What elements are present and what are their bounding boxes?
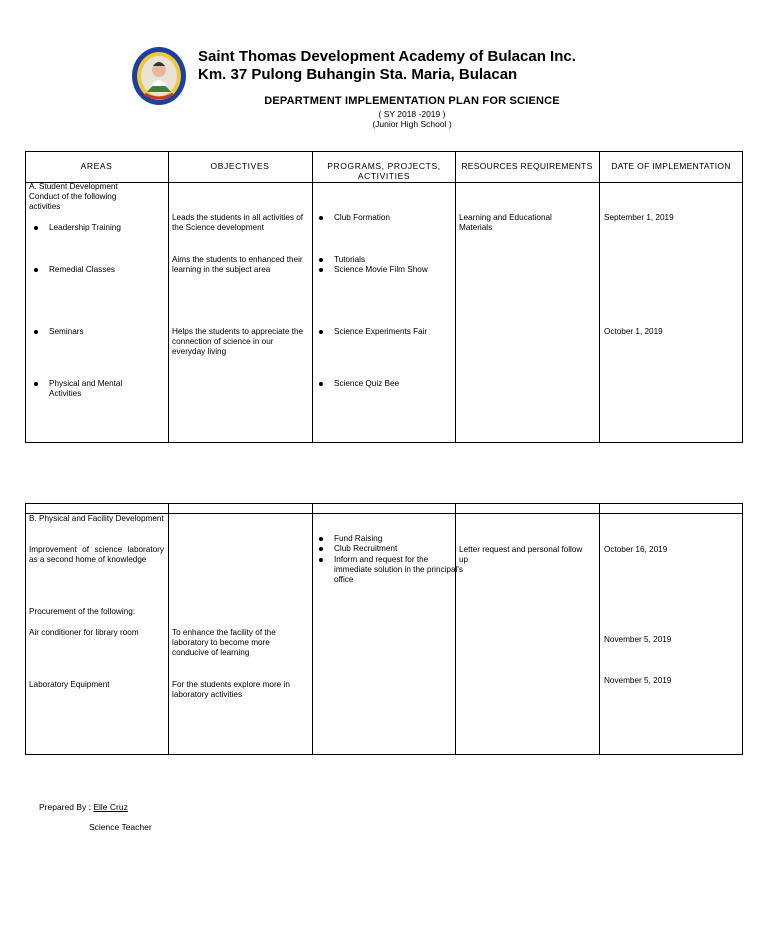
implementation-date: October 1, 2019 [604, 327, 663, 336]
header-programs: PROGRAMS, PROJECTS, ACTIVITIES [327, 161, 441, 181]
program-item: Tutorials [314, 255, 454, 265]
objective-text: Aims the students to enhanced their learning in the subject area [172, 255, 303, 275]
header-resources: RESOURCES REQUIREMENTS [461, 161, 593, 171]
school-level: (Junior High School ) [372, 119, 452, 129]
prepared-by [39, 802, 128, 812]
resource-text: Learning and Educational Materials [459, 213, 552, 233]
header-areas: AREAS [80, 161, 113, 171]
header-objectives: OBJECTIVES [210, 161, 270, 171]
section-title: B. Physical and Facility Development [29, 514, 164, 523]
program-item: Science Movie Film Show [314, 265, 454, 275]
prepared-label: Prepared By : [39, 802, 91, 812]
document-title: DEPARTMENT IMPLEMENTATION PLAN FOR SCIENCE [264, 95, 560, 107]
objective-text: Helps the students to appreciate the connection of science in our everyday living [172, 327, 304, 357]
section-title: A. Student Development [29, 182, 118, 191]
area-item: Remedial Classes [29, 265, 169, 275]
program-item: Science Quiz Bee [314, 379, 454, 389]
implementation-date: September 1, 2019 [604, 213, 674, 222]
objective-text: Leads the students in all activities of the Science development [172, 213, 304, 233]
prepared-name: Elle Cruz [93, 802, 128, 812]
school-name: Saint Thomas Development Academy of Bulacan Inc. [198, 48, 576, 65]
improvement-text: Improvement of science laboratory as a second home of knowledge [29, 545, 164, 565]
program-item: Fund Raising [314, 534, 454, 544]
school-seal-icon [131, 46, 187, 106]
resource-text: Letter request and personal follow up [459, 545, 583, 565]
objective-text: For the students explore more in laboratory activities [172, 680, 290, 700]
area-item: Physical and Mental Activities [29, 379, 149, 399]
implementation-date: November 5, 2019 [604, 676, 672, 685]
preparer-role: Science Teacher [89, 822, 152, 832]
procurement-item: Air conditioner for library room [29, 628, 139, 637]
procurement-text: Procurement of the following: [29, 607, 136, 616]
implementation-date: October 16, 2019 [604, 545, 668, 554]
program-item: Science Experiments Fair [314, 327, 454, 337]
section-intro: Conduct of the following activities [29, 192, 117, 212]
plan-table-facility-development [25, 503, 743, 755]
implementation-date: November 5, 2019 [604, 635, 672, 644]
program-item: Inform and request for the immediate solution in the principal's office [314, 555, 467, 586]
school-address: Km. 37 Pulong Buhangin Sta. Maria, Bulacan [198, 66, 518, 83]
plan-table-student-development [25, 151, 743, 443]
objective-text: To enhance the facility of the laboratory to become more conducive of learning [172, 628, 276, 658]
program-item: Club Formation [314, 213, 454, 223]
header-date: DATE OF IMPLEMENTATION [611, 161, 731, 171]
area-item: Leadership Training [29, 223, 169, 233]
area-item: Seminars [29, 327, 169, 337]
school-year: ( SY 2018 -2019 ) [378, 109, 446, 119]
program-item: Club Recruitment [314, 544, 454, 554]
procurement-item: Laboratory Equipment [29, 680, 110, 689]
